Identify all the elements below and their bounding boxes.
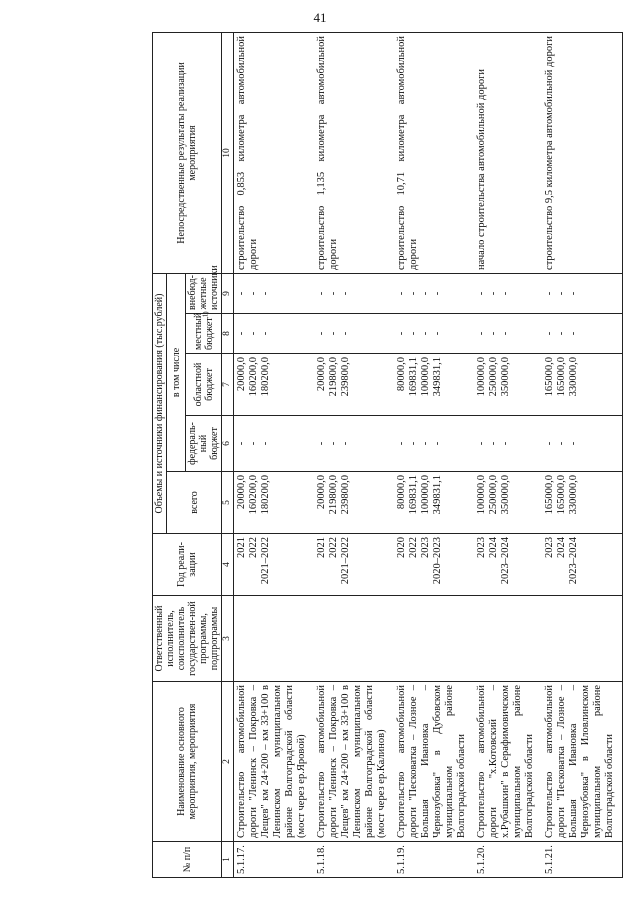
col-number: 3 — [222, 596, 234, 682]
year-cell — [474, 534, 542, 596]
activity-name: Строительство автомобильной дороги "х.Котовский – х.Рубашкин" в Серафимовичском муниципальном районе Волгоградской области — [474, 682, 542, 842]
header-funding: Объемы и источники финансирования (тыс.рублей) — [153, 273, 167, 533]
federal-cell-value: - — [568, 441, 579, 446]
total-cell-value: 350000,0 — [500, 475, 511, 515]
header-regional: областной бюджет — [186, 354, 222, 416]
executor-cell — [234, 596, 315, 682]
extra-cell-value: - — [568, 291, 579, 296]
regional-cell-value: 180200,0 — [260, 357, 271, 397]
regional-cell-value: 20000,0 — [316, 357, 327, 392]
extra-cell-value: - — [432, 291, 443, 296]
total-cell-value: 20000,0 — [316, 475, 327, 510]
extra-cell — [234, 273, 315, 313]
federal-cell-value: - — [328, 441, 339, 446]
activity-name: Строительство автомобильной дороги "Ленинск – Покровка – Лещев" км 24+200 – км 33+100 в Ленинском муниципальном районе Волгоградской области (мост через ер.Яровой) — [234, 682, 315, 842]
regional-cell-value: 160200,0 — [248, 357, 259, 397]
federal-cell-value: - — [316, 441, 327, 446]
extra-cell — [542, 273, 623, 313]
funding-table — [152, 32, 623, 878]
total-cell-value: 169831,1 — [408, 475, 419, 515]
extra-cell-value: - — [420, 291, 431, 296]
local-cell-value: - — [328, 331, 339, 336]
federal-cell — [314, 416, 394, 472]
local-cell-value: - — [476, 331, 487, 336]
regional-cell-value: 100000,0 — [476, 357, 487, 397]
total-cell-value: 100000,0 — [476, 475, 487, 515]
total-cell-value: 20000,0 — [236, 475, 247, 510]
extra-cell-value: - — [316, 291, 327, 296]
federal-cell-value: - — [396, 441, 407, 446]
year-cell-value: 2021–2022 — [260, 537, 271, 585]
extra-cell-value: - — [556, 291, 567, 296]
table-row — [314, 32, 394, 877]
extra-cell — [314, 273, 394, 313]
table-row — [542, 32, 623, 877]
col-number: 2 — [222, 682, 234, 842]
federal-cell — [542, 416, 623, 472]
year-cell-value: 2021 — [316, 537, 327, 558]
regional-cell — [542, 354, 623, 416]
regional-cell-value: 80000,0 — [396, 357, 407, 392]
local-cell — [234, 314, 315, 354]
local-cell-value: - — [432, 331, 443, 336]
extra-cell-value: - — [328, 291, 339, 296]
total-cell-value: 160200,0 — [248, 475, 259, 515]
regional-cell-value: 169831,1 — [408, 357, 419, 397]
local-cell — [394, 314, 474, 354]
extra-cell-value: - — [340, 291, 351, 296]
total-cell-value: 239800,0 — [340, 475, 351, 515]
federal-cell-value: - — [544, 441, 555, 446]
year-cell-value: 2023–2024 — [568, 537, 579, 585]
column-number-row — [222, 32, 234, 877]
extra-cell-value: - — [476, 291, 487, 296]
col-number: 4 — [222, 534, 234, 596]
header-including: в том числе — [167, 273, 186, 471]
col-number: 1 — [222, 842, 234, 878]
local-cell-value: - — [500, 331, 511, 336]
row-number: 5.1.17. — [234, 842, 315, 878]
year-cell-value: 2023–2024 — [500, 537, 511, 585]
executor-cell — [542, 596, 623, 682]
federal-cell-value: - — [248, 441, 259, 446]
local-cell-value: - — [248, 331, 259, 336]
row-number: 5.1.21. — [542, 842, 623, 878]
result-cell: начало строительства автомобильной дороги — [474, 32, 542, 273]
extra-cell-value: - — [396, 291, 407, 296]
regional-cell — [394, 354, 474, 416]
extra-cell-value: - — [488, 291, 499, 296]
regional-cell-value: 349831,1 — [432, 357, 443, 397]
extra-cell — [394, 273, 474, 313]
row-number: 5.1.20. — [474, 842, 542, 878]
federal-cell — [234, 416, 315, 472]
year-cell-value: 2023 — [544, 537, 555, 558]
result-cell: строительство 9,5 километра автомобильной дороги — [542, 32, 623, 273]
col-number: 7 — [222, 354, 234, 416]
row-number: 5.1.19. — [394, 842, 474, 878]
header-name: Наименование основного мероприятия, мероприятия — [153, 682, 222, 842]
result-cell: строительство 0,853 километра автомобильной дороги — [234, 32, 315, 273]
extra-cell-value: - — [500, 291, 511, 296]
regional-cell — [314, 354, 394, 416]
local-cell — [474, 314, 542, 354]
year-cell-value: 2020–2023 — [432, 537, 443, 585]
col-number: 8 — [222, 314, 234, 354]
header-year: Год реали-зации — [153, 534, 222, 596]
activity-name: Строительство автомобильной дороги "Ленинск – Покровка – Лещев" км 24+200 – км 33+100 в Ленинском муниципальном районе Волгоградской области (мост через ер.Калинов) — [314, 682, 394, 842]
local-cell-value: - — [556, 331, 567, 336]
regional-cell-value: 219800,0 — [328, 357, 339, 397]
federal-cell-value: - — [408, 441, 419, 446]
year-cell-value: 2022 — [328, 537, 339, 558]
federal-cell-value: - — [340, 441, 351, 446]
federal-cell-value: - — [500, 441, 511, 446]
year-cell-value: 2023 — [476, 537, 487, 558]
regional-cell-value: 239800,0 — [340, 357, 351, 397]
regional-cell-value: 165000,0 — [544, 357, 555, 397]
year-cell-value: 2021 — [236, 537, 247, 558]
header-local: местный бюджет$^{1)}$ — [186, 314, 222, 354]
total-cell — [314, 472, 394, 534]
year-cell-value: 2020 — [396, 537, 407, 558]
result-cell: строительство 1,135 километра автомобильной дороги — [314, 32, 394, 273]
federal-cell-value: - — [476, 441, 487, 446]
federal-cell — [394, 416, 474, 472]
regional-cell — [474, 354, 542, 416]
total-cell-value: 349831,1 — [432, 475, 443, 515]
federal-cell-value: - — [260, 441, 271, 446]
total-cell — [542, 472, 623, 534]
total-cell — [234, 472, 315, 534]
federal-cell-value: - — [432, 441, 443, 446]
year-cell-value: 2022 — [248, 537, 259, 558]
year-cell — [234, 534, 315, 596]
local-cell-value: - — [396, 331, 407, 336]
local-cell-value: - — [260, 331, 271, 336]
local-cell-value: - — [420, 331, 431, 336]
local-cell-value: - — [488, 331, 499, 336]
activity-name: Строительство автомобильной дороги "Песковатка – Лозное – Большая Ивановка – Чернозубовка" в Иловлинском муниципальном районе Волгоградской области — [542, 682, 623, 842]
header-federal: федераль-ный бюджет — [186, 416, 222, 472]
extra-cell-value: - — [408, 291, 419, 296]
col-number: 10 — [222, 32, 234, 273]
local-cell — [542, 314, 623, 354]
year-cell-value: 2022 — [408, 537, 419, 558]
regional-cell-value: 165000,0 — [556, 357, 567, 397]
header-executor: Ответственный исполнитель, соисполнитель государствен-ной программы, подпрограммы — [153, 596, 222, 682]
executor-cell — [394, 596, 474, 682]
year-cell-value: 2023 — [420, 537, 431, 558]
local-cell-value: - — [544, 331, 555, 336]
local-cell — [314, 314, 394, 354]
executor-cell — [474, 596, 542, 682]
rotated-table-container — [152, 33, 622, 878]
year-cell-value: 2024 — [488, 537, 499, 558]
federal-cell — [474, 416, 542, 472]
activity-name: Строительство автомобильной дороги "Песковатка – Лозное – Большая Ивановка – Чернозубовка" в Дубовском муниципальном районе Волгоградской области — [394, 682, 474, 842]
regional-cell-value: 100000,0 — [420, 357, 431, 397]
col-number: 9 — [222, 273, 234, 313]
local-cell-value: - — [340, 331, 351, 336]
total-cell — [394, 472, 474, 534]
row-number: 5.1.18. — [314, 842, 394, 878]
total-cell-value: 100000,0 — [420, 475, 431, 515]
year-cell-value: 2024 — [556, 537, 567, 558]
extra-cell-value: - — [260, 291, 271, 296]
executor-cell — [314, 596, 394, 682]
table-row — [234, 32, 315, 877]
local-cell-value: - — [408, 331, 419, 336]
header-results: Непосредственные результаты реализации мероприятия — [153, 32, 222, 273]
table-row — [474, 32, 542, 877]
regional-cell-value: 330000,0 — [568, 357, 579, 397]
regional-cell — [234, 354, 315, 416]
total-cell-value: 250000,0 — [488, 475, 499, 515]
year-cell — [542, 534, 623, 596]
col-number: 5 — [222, 472, 234, 534]
header-num: № п/п — [153, 842, 222, 878]
table-body — [234, 32, 623, 877]
header-extra: внебюд-жетные источники — [186, 273, 222, 313]
local-cell-value: - — [568, 331, 579, 336]
total-cell-value: 80000,0 — [396, 475, 407, 510]
year-cell-value: 2021–2022 — [340, 537, 351, 585]
local-cell-value: - — [316, 331, 327, 336]
federal-cell-value: - — [556, 441, 567, 446]
year-cell — [394, 534, 474, 596]
page-number: 41 — [313, 10, 327, 25]
total-cell — [474, 472, 542, 534]
extra-cell-value: - — [544, 291, 555, 296]
total-cell-value: 219800,0 — [328, 475, 339, 515]
federal-cell-value: - — [236, 441, 247, 446]
col-number: 6 — [222, 416, 234, 472]
regional-cell-value: 350000,0 — [500, 357, 511, 397]
total-cell-value: 165000,0 — [556, 475, 567, 515]
federal-cell-value: - — [488, 441, 499, 446]
regional-cell-value: 20000,0 — [236, 357, 247, 392]
header-total: всего — [167, 472, 222, 534]
regional-cell-value: 250000,0 — [488, 357, 499, 397]
extra-cell-value: - — [236, 291, 247, 296]
table-row — [394, 32, 474, 877]
result-cell: строительство 10,71 километра автомобильной дороги — [394, 32, 474, 273]
total-cell-value: 165000,0 — [544, 475, 555, 515]
year-cell — [314, 534, 394, 596]
federal-cell-value: - — [420, 441, 431, 446]
extra-cell-value: - — [248, 291, 259, 296]
extra-cell — [474, 273, 542, 313]
total-cell-value: 330000,0 — [568, 475, 579, 515]
local-cell-value: - — [236, 331, 247, 336]
total-cell-value: 180200,0 — [260, 475, 271, 515]
